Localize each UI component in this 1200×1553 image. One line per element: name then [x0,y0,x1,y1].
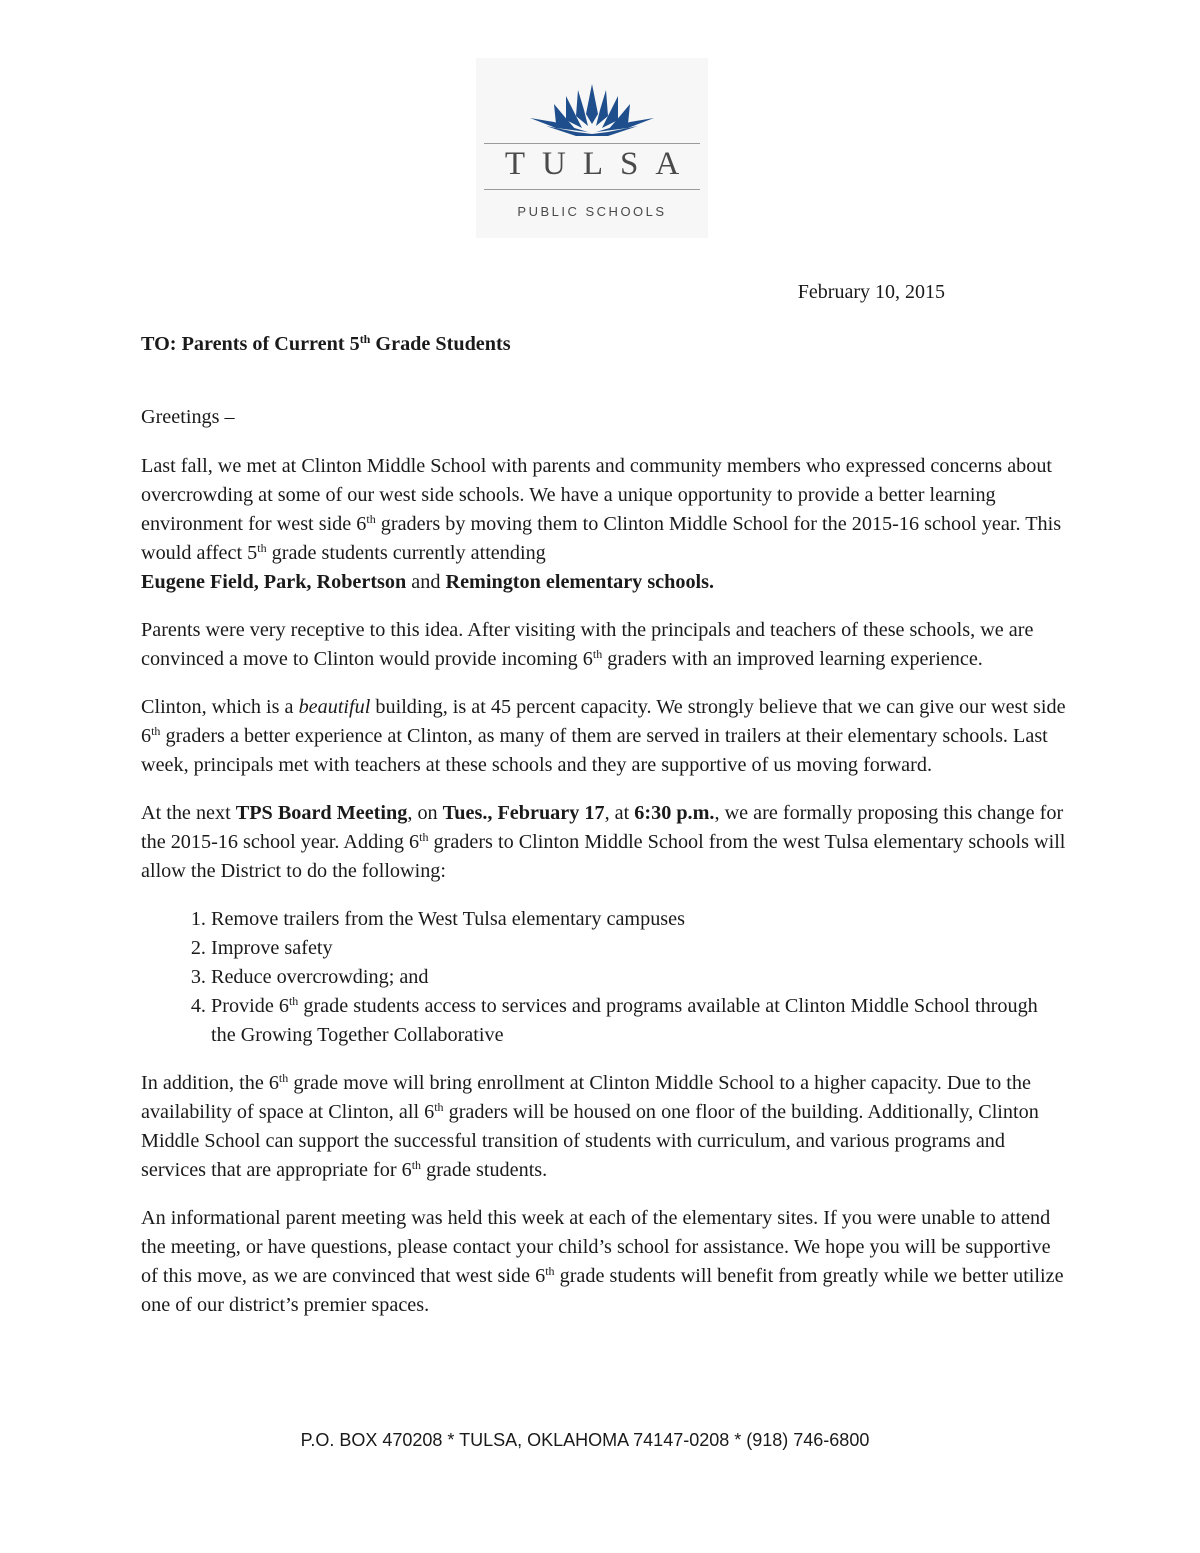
benefits-list [141,905,1066,1050]
footer-address: P.O. BOX 470208 * TULSA, OKLAHOMA 74147-0208 * (918) 746-6800 [300,1430,870,1450]
letter-date: February 10, 2015 [797,281,945,303]
paragraph-enrollment: In addition, the 6th grade move will bring enrollment at Clinton Middle School to a higher capacity. Due to the availability of space at Clinton, all 6th graders will be housed on one floor of the building. Additionally, Clinton Middle School can support the successful transition of students with curriculum, and various programs and services that are appropriate for 6th grade students. [141,1071,1039,1181]
list-item: 1. Remove trailers from the West Tulsa elementary campuses [211,905,1066,934]
logo-wordmark: TULSA [504,146,697,182]
list-item: 3. Reduce overcrowding; and [211,963,1066,992]
paragraph-board-meeting: At the next TPS Board Meeting, on Tues., February 17, at 6:30 p.m., we are formally proposing this change for the 2015-16 school year. Adding 6th graders to Clinton Middle School from the west Tulsa elementary schools will allow the District to do the following: [141,802,1066,882]
list-item: 4. Provide 6th grade students access to services and programs available at Clinton Middle School through the Growing Together Collaborative [211,992,1066,1050]
recipient-line: TO: Parents of Current 5th Grade Students [141,332,511,355]
paragraph-closing: An informational parent meeting was held this week at each of the elementary sites. If you were unable to attend the meeting, or have questions, please contact your child’s school for assistance. We hope you will be supportive of this move, as we are convinced that west side 6th grade students will benefit from greatly while we better utilize one of our district’s premier spaces. [141,1207,1064,1316]
list-item: 2. Improve safety [211,934,1066,963]
logo-divider-top [484,143,700,144]
paragraph-capacity: Clinton, which is a beautiful building, is at 45 percent capacity. We strongly believe that we can give our west side 6th graders a better experience at Clinton, as many of them are served in trailers at their elementary schools. Last week, principals met with teachers at these schools and they are supportive of us moving forward. [141,696,1066,776]
greeting: Greetings – [141,406,235,428]
paragraph-parents: Parents were very receptive to this idea. After visiting with the principals and teachers of these schools, we are convinced a move to Clinton would provide incoming 6th graders with an improved learning experience. [141,619,1034,670]
tulsa-public-schools-logo [476,58,708,238]
logo-divider-bottom [484,189,700,190]
paragraph-intro: Last fall, we met at Clinton Middle School with parents and community members who expressed concerns about overcrowding at some of our west side schools. We have a unique opportunity to provide a better learning environment for west side 6th graders by moving them to Clinton Middle School for the 2015-16 school year. This would affect 5th grade students currently attending Eugene Field, Park, Robertson and Remington elementary schools. [141,455,1062,593]
letter-body [141,330,1066,1339]
open-book-leaves-icon [526,74,658,136]
logo-subtitle: PUBLIC SCHOOLS [517,204,667,219]
